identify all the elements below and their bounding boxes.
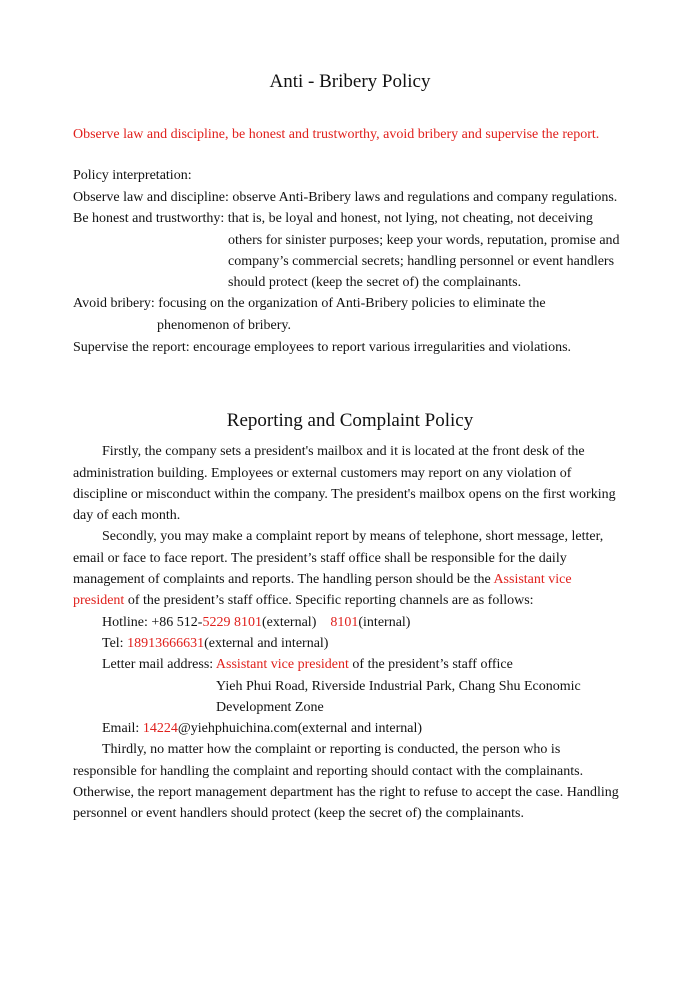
paragraph-2-line4 [73, 591, 534, 611]
paragraph-1-line3: discipline or misconduct within the company. The president's mailbox opens on the first working [73, 487, 616, 502]
interpretation-item-bribery-line2: phenomenon of bribery. [157, 318, 291, 333]
policy-slogan: Observe law and discipline, be honest and trustworthy, avoid bribery and supervise the report. [73, 127, 600, 142]
paragraph-1-line4: day of each month. [73, 508, 181, 523]
tel-line [102, 634, 328, 654]
paragraph-3-line3: Otherwise, the report management department has the right to refuse to accept the case. Handling [73, 785, 619, 800]
tel-note: (external and internal) [204, 636, 329, 651]
letter-mail-office: of the president’s staff office [348, 657, 513, 672]
interpretation-item-supervise: Supervise the report: encourage employees to report various irregularities and violations. [73, 340, 572, 355]
paragraph-1-line1: Firstly, the company sets a president's mailbox and it is located at the front desk of the [102, 444, 585, 459]
interpretation-item-honest-line4: should protect (keep the secret of) the complainants. [228, 275, 522, 290]
interpretation-item-bribery-line1: Avoid bribery: focusing on the organization of Anti-Bribery policies to eliminate the [73, 296, 546, 311]
paragraph-3-line4: personnel or event handlers should protect (keep the secret of) the complainants. [73, 806, 524, 821]
interpretation-item-law: Observe law and discipline: observe Anti-Bribery laws and regulations and company regulations. [73, 190, 618, 205]
email-domain: @yiehphuichina.com(external and internal) [177, 721, 423, 736]
paragraph-3-line1: Thirdly, no matter how the complaint or reporting is conducted, the person who is [102, 742, 561, 757]
hotline-internal-number: 8101 [330, 615, 359, 630]
hotline-label: Hotline: +86 512- [102, 615, 203, 630]
letter-mail-label: Letter mail address: [102, 657, 216, 672]
paragraph-2-line3 [73, 570, 572, 590]
letter-mail-recipient: Assistant vice president [215, 657, 349, 672]
interpretation-item-honest-line2: others for sinister purposes; keep your words, reputation, promise and [228, 233, 620, 248]
paragraph-2-line3-text: management of complaints and reports. The handling person should be the [73, 572, 494, 587]
email-user: 14224 [142, 721, 178, 736]
interpretation-item-honest-line1: Be honest and trustworthy: that is, be loyal and honest, not lying, not cheating, not deceiving [73, 211, 593, 226]
handler-title-part2: president [73, 593, 125, 608]
hotline-external-label: (external) [261, 615, 331, 630]
interpretation-heading: Policy interpretation: [73, 168, 192, 183]
email-line [102, 719, 422, 739]
hotline-internal-label: (internal) [358, 615, 411, 630]
interpretation-item-honest-line3: company’s commercial secrets; handling personnel or event handlers [228, 254, 615, 269]
paragraph-2-line2: email or face to face report. The president’s staff office shall be responsible for the daily [73, 551, 567, 566]
hotline-line [102, 613, 410, 633]
address-line1: Yieh Phui Road, Riverside Industrial Park, Chang Shu Economic [216, 679, 581, 694]
paragraph-3-line2: responsible for handling the complaint and reporting should contact with the complainants. [73, 764, 584, 779]
anti-bribery-title: Anti - Bribery Policy [269, 71, 431, 92]
paragraph-2-line4-text: of the president’s staff office. Specific reporting channels are as follows: [124, 593, 534, 608]
handler-title-part1: Assistant vice [493, 572, 572, 587]
paragraph-1-line2: administration building. Employees or external customers may report on any violation of [73, 466, 572, 481]
hotline-external-number: 5229 8101 [202, 615, 262, 630]
tel-number: 18913666631 [127, 636, 205, 651]
tel-label: Tel: [102, 636, 128, 651]
email-label: Email: [102, 721, 143, 736]
paragraph-2-line1: Secondly, you may make a complaint report by means of telephone, short message, letter, [102, 529, 604, 544]
reporting-title: Reporting and Complaint Policy [226, 410, 474, 431]
letter-mail-line [102, 655, 513, 675]
address-line2: Development Zone [216, 700, 324, 715]
